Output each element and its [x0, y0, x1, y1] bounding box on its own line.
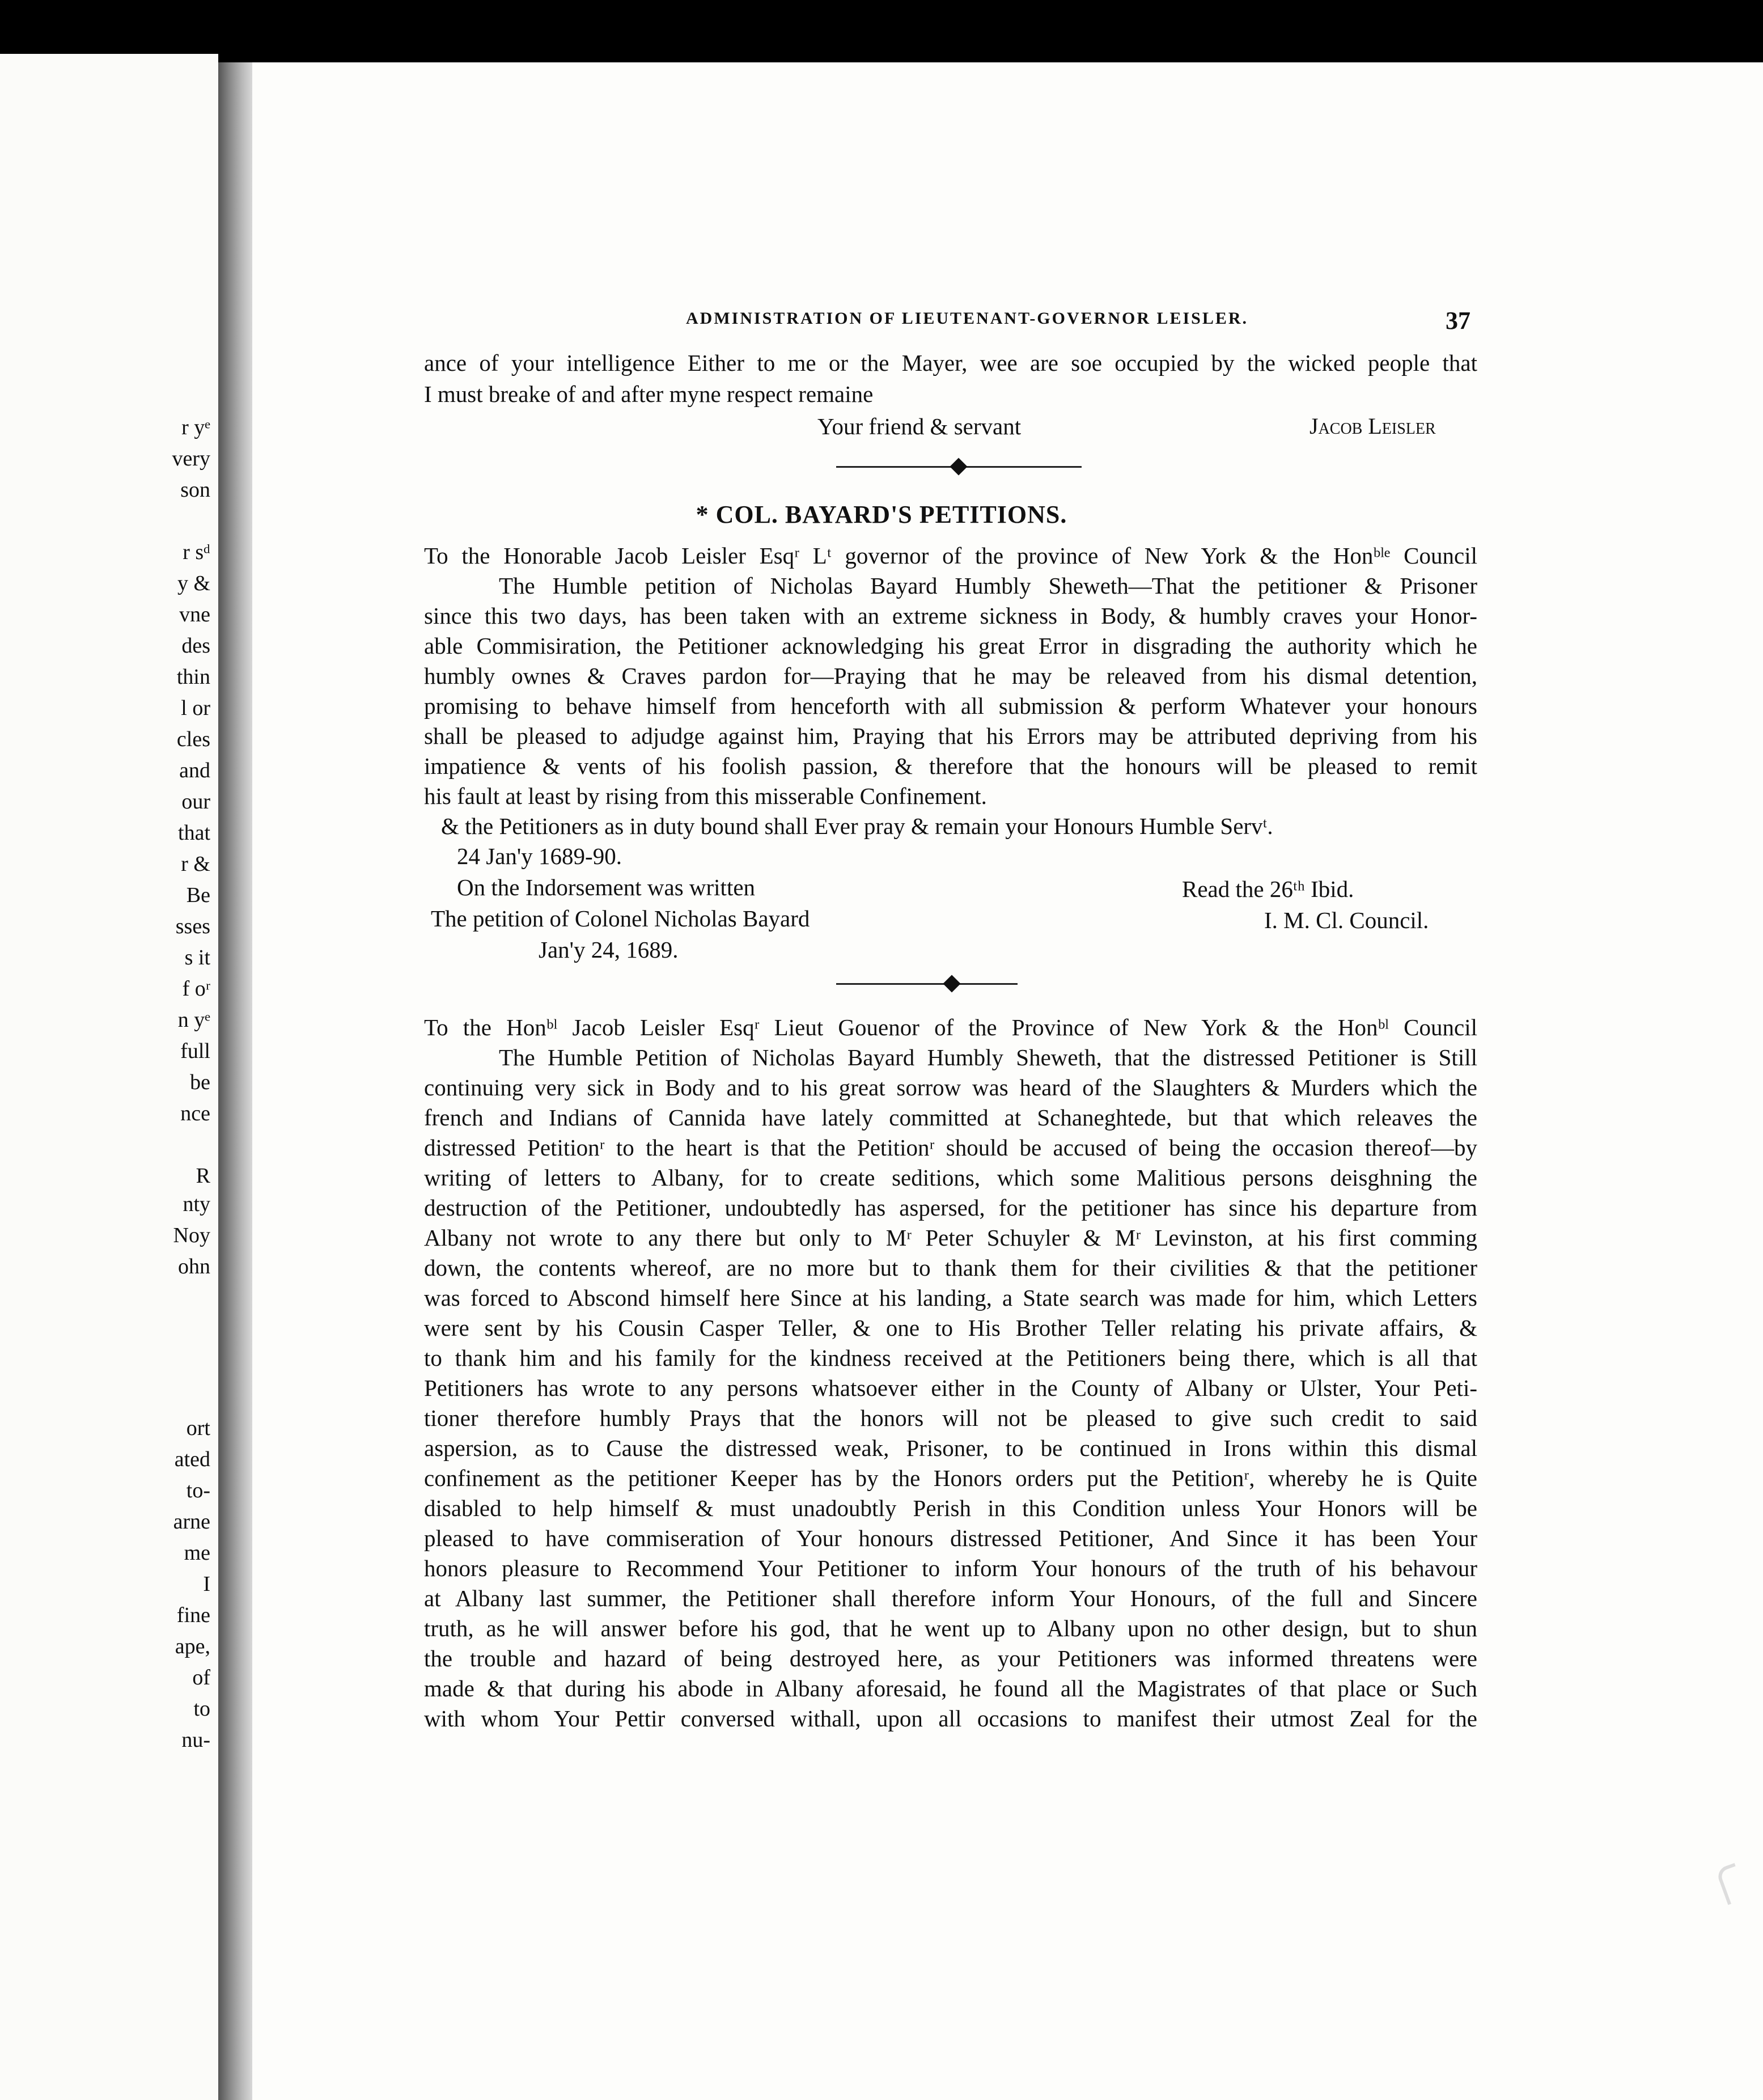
- facing-page-fragment: to: [193, 1697, 210, 1721]
- facing-page-fragment: be: [190, 1070, 210, 1094]
- facing-page-fragment: our: [181, 790, 210, 814]
- facing-page-fragment: that: [178, 821, 210, 845]
- facing-page-fragment: I: [203, 1572, 210, 1596]
- petition1-line: humbly ownes & Craves pardon for—Praying that he may be releaved from his dismal detention,: [424, 663, 1477, 689]
- petition2-line: confinement as the petitioner Keeper has by the Honors orders put the Petitionʳ, whereby he is Quite: [424, 1465, 1477, 1491]
- petition2-line: pleased to have commiseration of Your honours distressed Petitioner, And Since it has been Your: [424, 1525, 1477, 1551]
- petition2-line: with whom Your Pettir conversed withall, upon all occasions to manifest their utmost Zeal for the: [424, 1705, 1477, 1731]
- petition2-line: honors pleasure to Recommend Your Petitioner to inform Your honours of the truth of his behavour: [424, 1555, 1477, 1581]
- petition1-date: 24 Jan'y 1689-90.: [457, 843, 622, 869]
- facing-page-fragment: nty: [183, 1192, 210, 1216]
- facing-page-fragment: me: [184, 1541, 210, 1565]
- facing-page-fragment: ort: [186, 1416, 210, 1440]
- petition2-line: to thank him and his family for the kindness received at the Petitioners being there, which is all that: [424, 1345, 1477, 1371]
- petition2-line: at Albany last summer, the Petitioner shall therefore inform Your Honours, of the full and Sincere: [424, 1585, 1477, 1611]
- facing-page-fragment: to-: [186, 1479, 210, 1502]
- page-number: 37: [1446, 307, 1470, 335]
- petition2-line: continuing very sick in Body and to his great sorrow was heard of the Slaughters & Murders which the: [424, 1074, 1477, 1100]
- petition2-line: the trouble and hazard of being destroyed here, as your Petitioners was informed threatens were: [424, 1645, 1477, 1671]
- endorsement-read: Read the 26ᵗʰ Ibid.: [1182, 876, 1354, 902]
- petition1-line: since this two days, has been taken with an extreme sickness in Body, & humbly craves your Honor-: [424, 603, 1477, 629]
- petition1-line: able Commisiration, the Petitioner acknowledging his great Error in disgrading the authority which he: [424, 633, 1477, 659]
- facing-page-fragment: ape,: [175, 1635, 210, 1658]
- facing-page-fragment: ohn: [178, 1255, 210, 1278]
- petition1-closing: & the Petitioners as in duty bound shall Ever pray & remain your Honours Humble Servᵗ.: [441, 813, 1273, 839]
- facing-page-fragment: cles: [176, 727, 210, 751]
- letter-signature: Jacob Leisler: [1309, 413, 1436, 439]
- facing-page-fragment: l or: [181, 696, 210, 720]
- petition2-line: aspersion, as to Cause the distressed weak, Prisoner, to be continued in Irons within this dismal: [424, 1435, 1477, 1461]
- endorsement-line: Jan'y 24, 1689.: [539, 937, 679, 963]
- letter-closing: Your friend & servant: [817, 413, 1022, 439]
- petition2-line: distressed Petitionʳ to the heart is that the Petitionʳ should be accused of being the occasion thereof—by: [424, 1134, 1477, 1161]
- petition2-line: disabled to help himself & must unadoubtly Perish in this Condition unless Your Honors will be: [424, 1495, 1477, 1521]
- facing-page-fragment: des: [181, 634, 210, 658]
- book-gutter: [218, 62, 252, 2100]
- facing-page-fragment: son: [180, 478, 210, 502]
- facing-page-fragment: f oʳ: [182, 977, 210, 1001]
- facing-page-fragment: arne: [173, 1510, 210, 1534]
- endorsement-line: On the Indorsement was written: [457, 874, 756, 900]
- endorsement-clerk: I. M. Cl. Council.: [1264, 907, 1429, 933]
- facing-page-fragment: sses: [175, 914, 210, 938]
- facing-page-fragment: y &: [177, 571, 210, 595]
- facing-page-fragment: very: [172, 447, 210, 471]
- petition1-line: promising to behave himself from henceforth with all submission & perform Whatever your honours: [424, 693, 1477, 719]
- petition2-line: Petitioners has wrote to any persons whatsoever either in the County of Albany or Ulster, Your Peti-: [424, 1375, 1477, 1401]
- petition2-line: tioner therefore humbly Prays that the honors will not be pleased to give such credit to said: [424, 1405, 1477, 1431]
- petition1-line: his fault at least by rising from this misserable Confinement.: [424, 783, 987, 809]
- petition2-line: destruction of the Petitioner, undoubtedly has aspersed, for the petitioner has since his departure from: [424, 1195, 1477, 1221]
- petition2-line: were sent by his Cousin Casper Teller, & one to His Brother Teller relating his private affairs, &: [424, 1315, 1477, 1341]
- facing-page-fragment: and: [179, 759, 210, 782]
- facing-page: [0, 54, 218, 2100]
- letter-line: ance of your intelligence Either to me or the Mayer, wee are soe occupied by the wicked people that: [424, 350, 1477, 376]
- facing-page-fragment: full: [180, 1039, 210, 1063]
- petition2-line: The Humble Petition of Nicholas Bayard Humbly Sheweth, that the distressed Petitioner is Still: [499, 1044, 1477, 1070]
- petition1-line: The Humble petition of Nicholas Bayard Humbly Sheweth—That the petitioner & Prisoner: [499, 573, 1477, 599]
- petition1-line: shall be pleased to adjudge against him, Praying that his Errors may be attributed depriving from his: [424, 723, 1477, 749]
- facing-page-fragment: r yᵉ: [181, 416, 210, 439]
- facing-page-fragment: ated: [174, 1447, 210, 1471]
- facing-page-fragment: nce: [180, 1102, 210, 1125]
- running-head: ADMINISTRATION OF LIEUTENANT-GOVERNOR LEISLER.: [686, 309, 1249, 328]
- petition2-line: french and Indians of Cannida have lately committed at Schaneghtede, but that which releaves the: [424, 1104, 1477, 1131]
- petition1-address: To the Honorable Jacob Leisler Esqʳ Lᵗ governor of the province of New York & the Honᵇˡᵉ Council: [424, 543, 1477, 569]
- facing-page-fragment: r &: [181, 852, 210, 876]
- facing-page-fragment: Be: [186, 883, 210, 907]
- facing-page-fragment: thin: [176, 665, 210, 689]
- petition2-line: Albany not wrote to any there but only to Mʳ Peter Schuyler & Mʳ Levinston, at his first comming: [424, 1225, 1477, 1251]
- petition2-line: made & that during his abode in Albany aforesaid, he found all the Magistrates of that place or Such: [424, 1675, 1477, 1701]
- letter-line: I must breake of and after myne respect remaine: [424, 381, 874, 407]
- facing-page-fragment: of: [192, 1666, 210, 1690]
- facing-page-fragment: s it: [184, 946, 210, 969]
- facing-page-fragment: R: [196, 1164, 210, 1188]
- petition2-line: down, the contents whereof, are no more but to thank them for their civilities & that the petitioner: [424, 1255, 1477, 1281]
- endorsement-line: The petition of Colonel Nicholas Bayard: [431, 905, 810, 932]
- facing-page-fragment: r sᵈ: [183, 540, 210, 564]
- petition2-line: truth, as he will answer before his god, that he went up to Albany upon no other design, but to shun: [424, 1615, 1477, 1641]
- facing-page-fragment: vne: [179, 603, 210, 626]
- petition2-line: writing of letters to Albany, for to create seditions, which some Malitious persons deisghning the: [424, 1165, 1477, 1191]
- petition2-line: was forced to Abscond himself here Since at his landing, a State search was made for him, which Letters: [424, 1285, 1477, 1311]
- section-title: * COL. BAYARD'S PETITIONS.: [696, 501, 1067, 528]
- petition2-address: To the Honᵇˡ Jacob Leisler Esqʳ Lieut Gouenor of the Province of New York & the Honᵇˡ Council: [424, 1014, 1477, 1040]
- facing-page-fragment: n yᵉ: [177, 1008, 210, 1032]
- petition1-line: impatience & vents of his foolish passion, & therefore that the honours will be pleased to remit: [424, 753, 1477, 779]
- facing-page-fragment: nu-: [181, 1728, 210, 1752]
- facing-page-fragment: fine: [176, 1603, 210, 1627]
- facing-page-fragment: Noy: [173, 1223, 210, 1247]
- ornament-rule: [836, 983, 1018, 985]
